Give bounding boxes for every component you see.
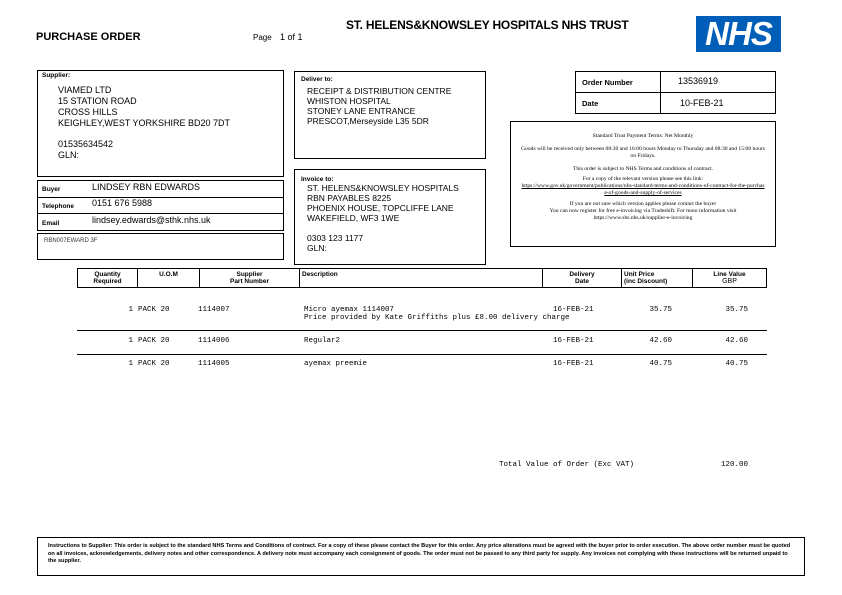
row-delivery-date: 16-FEB-21 bbox=[553, 306, 594, 314]
row-description: Micro ayemax 1114007 bbox=[304, 306, 395, 314]
row-part-number: 1114007 bbox=[198, 306, 230, 314]
telephone-label: Telephone bbox=[42, 203, 75, 210]
supplier-address-line: CROSS HILLS bbox=[58, 107, 118, 117]
row-description: ayemax preemie bbox=[304, 360, 368, 368]
row-description: Regular2 bbox=[304, 337, 341, 345]
buyer-email: lindsey.edwards@sthk.nhs.uk bbox=[92, 215, 211, 225]
invoice-to-line: WAKEFIELD, WF3 1WE bbox=[307, 213, 400, 223]
row-description-note: Price provided by Kate Griffiths plus £8.00 delivery charge bbox=[304, 314, 570, 322]
row-uom: PACK 20 bbox=[138, 337, 170, 345]
header-supplier-part: Supplier Part Number bbox=[229, 271, 269, 285]
table-row bbox=[77, 360, 767, 372]
order-box bbox=[575, 71, 776, 114]
row-line-value: 35.75 bbox=[725, 306, 748, 314]
buyer-label: Buyer bbox=[42, 186, 61, 193]
row-divider bbox=[77, 330, 767, 331]
supplier-address-line: 15 STATION ROAD bbox=[58, 96, 137, 106]
table-row bbox=[77, 337, 767, 349]
buyer-reference: RBN007EWARD 3F bbox=[44, 238, 98, 244]
reference-box bbox=[37, 233, 284, 260]
terms-link-intro: For a copy of the relevant version please see this link: bbox=[582, 176, 704, 182]
supplier-address-line: KEIGHLEY,WEST YORKSHIRE BD20 7DT bbox=[58, 118, 231, 128]
items-table-header bbox=[77, 268, 767, 288]
order-number: 13536919 bbox=[678, 76, 719, 86]
payment-terms: Standard Trust Payment Terms: Net Monthly bbox=[592, 133, 694, 139]
row-quantity: 1 bbox=[128, 360, 133, 368]
supplier-instructions: Instructions to Supplier: This order is subject to the standard NHS Terms and Conditions of contract. For a copy of these please contact the Buyer for this order. Any price alterations must be agreed with the buyer prior to order execution. The above order number must be quoted on all invoices, acknowledgements, delivery notes and other correspondence. A delivery note must accompany each consignment of goods. The order must not be passed to any third party for supply. Any invoices not complying with these instructions will be returned unpaid to the supplier. bbox=[48, 543, 791, 565]
invoice-to-box bbox=[294, 169, 486, 265]
trust-name: ST. HELENS&KNOWSLEY HOSPITALS NHS TRUST bbox=[346, 18, 629, 32]
invoice-to-label: Invoice to: bbox=[301, 176, 334, 183]
header-line-value: Line Value GBP bbox=[713, 271, 746, 285]
order-date: 10-FEB-21 bbox=[680, 98, 724, 108]
invoice-to-line: ST. HELENS&KNOWSLEY HOSPITALS bbox=[307, 183, 459, 193]
email-label: Email bbox=[42, 220, 60, 227]
order-number-label: Order Number bbox=[582, 78, 633, 87]
invoice-to-gln: GLN: bbox=[307, 243, 327, 253]
buyer-name: LINDSEY RBN EDWARDS bbox=[92, 182, 201, 192]
row-part-number: 1114005 bbox=[198, 360, 230, 368]
row-unit-price: 35.75 bbox=[649, 306, 672, 314]
deliver-to-line: RECEIPT & DISTRIBUTION CENTRE bbox=[307, 86, 452, 96]
row-delivery-date: 16-FEB-21 bbox=[553, 337, 594, 345]
deliver-to-line: WHISTON HOSPITAL bbox=[307, 96, 391, 106]
supplier-label: Supplier: bbox=[42, 72, 71, 79]
row-quantity: 1 bbox=[128, 337, 133, 345]
row-uom: PACK 20 bbox=[138, 306, 170, 314]
row-line-value: 40.75 bbox=[725, 360, 748, 368]
deliver-to-line: PRESCOT,Merseyside L35 5DR bbox=[307, 116, 429, 126]
deliver-to-line: STONEY LANE ENTRANCE bbox=[307, 106, 416, 116]
row-part-number: 1114006 bbox=[198, 337, 230, 345]
nhs-logo-text: NHS bbox=[705, 15, 772, 52]
row-line-value: 42.60 bbox=[725, 337, 748, 345]
supplier-instructions-box bbox=[37, 537, 805, 576]
supplier-box bbox=[37, 70, 284, 177]
document-title: PURCHASE ORDER bbox=[36, 31, 141, 43]
deliver-to-label: Deliver to: bbox=[301, 76, 333, 83]
header-quantity: Quantity Required bbox=[93, 271, 122, 285]
header-description: Description bbox=[302, 271, 338, 278]
buyer-box bbox=[37, 180, 284, 231]
invoice-to-line: PHOENIX HOUSE, TOPCLIFFE LANE bbox=[307, 203, 454, 213]
terms-notice: This order is subject to NHS Terms and conditions of contract. bbox=[572, 166, 714, 172]
payment-terms-box bbox=[510, 121, 776, 247]
e-invoicing-note: You can now register for free e-invoicing via Tradeshift. For more information visit https://www.sbs.nhs.uk/supplier-e-invoicing bbox=[549, 208, 737, 221]
row-unit-price: 42.60 bbox=[649, 337, 672, 345]
row-delivery-date: 16-FEB-21 bbox=[553, 360, 594, 368]
page-label: Page bbox=[253, 33, 272, 42]
page-number: 1 of 1 bbox=[280, 32, 303, 42]
row-uom: PACK 20 bbox=[138, 360, 170, 368]
table-row bbox=[77, 306, 767, 326]
header-delivery-date: Delivery Date bbox=[569, 271, 595, 285]
row-divider bbox=[77, 354, 767, 355]
deliver-to-box bbox=[294, 71, 486, 159]
supplier-gln: GLN: bbox=[58, 150, 80, 160]
buyer-telephone: 0151 676 5988 bbox=[92, 198, 153, 208]
total-value: 120.00 bbox=[720, 461, 748, 469]
total-label: Total Value of Order (Exc VAT) bbox=[499, 461, 635, 469]
row-quantity: 1 bbox=[128, 306, 133, 314]
header-unit-price: Unit Price (inc Discount) bbox=[624, 271, 668, 285]
buyer-contact-note: If you are not sure which version applies please contact the buyer bbox=[569, 201, 717, 207]
nhs-logo bbox=[696, 16, 781, 52]
row-unit-price: 40.75 bbox=[649, 360, 672, 368]
invoice-to-phone: 0303 123 1177 bbox=[307, 233, 364, 243]
header-uom: U.O.M bbox=[159, 271, 178, 278]
terms-link[interactable]: https://www.gov.uk/government/publications/nhs-standard-terms-and-conditions-of-contract-for-the-purchase-of-goods-and-supply-of-services bbox=[521, 183, 765, 196]
invoice-to-line: RBN PAYABLES 8225 bbox=[307, 193, 392, 203]
supplier-name: VIAMED LTD bbox=[58, 85, 112, 95]
delivery-hours: Goods will be received only between 08:30 and 16:00 hours Monday to Thursday and 08:30 and 15:00 hours on Fridays. bbox=[521, 146, 765, 159]
order-date-label: Date bbox=[582, 99, 599, 108]
supplier-phone: 01535634542 bbox=[58, 139, 114, 149]
